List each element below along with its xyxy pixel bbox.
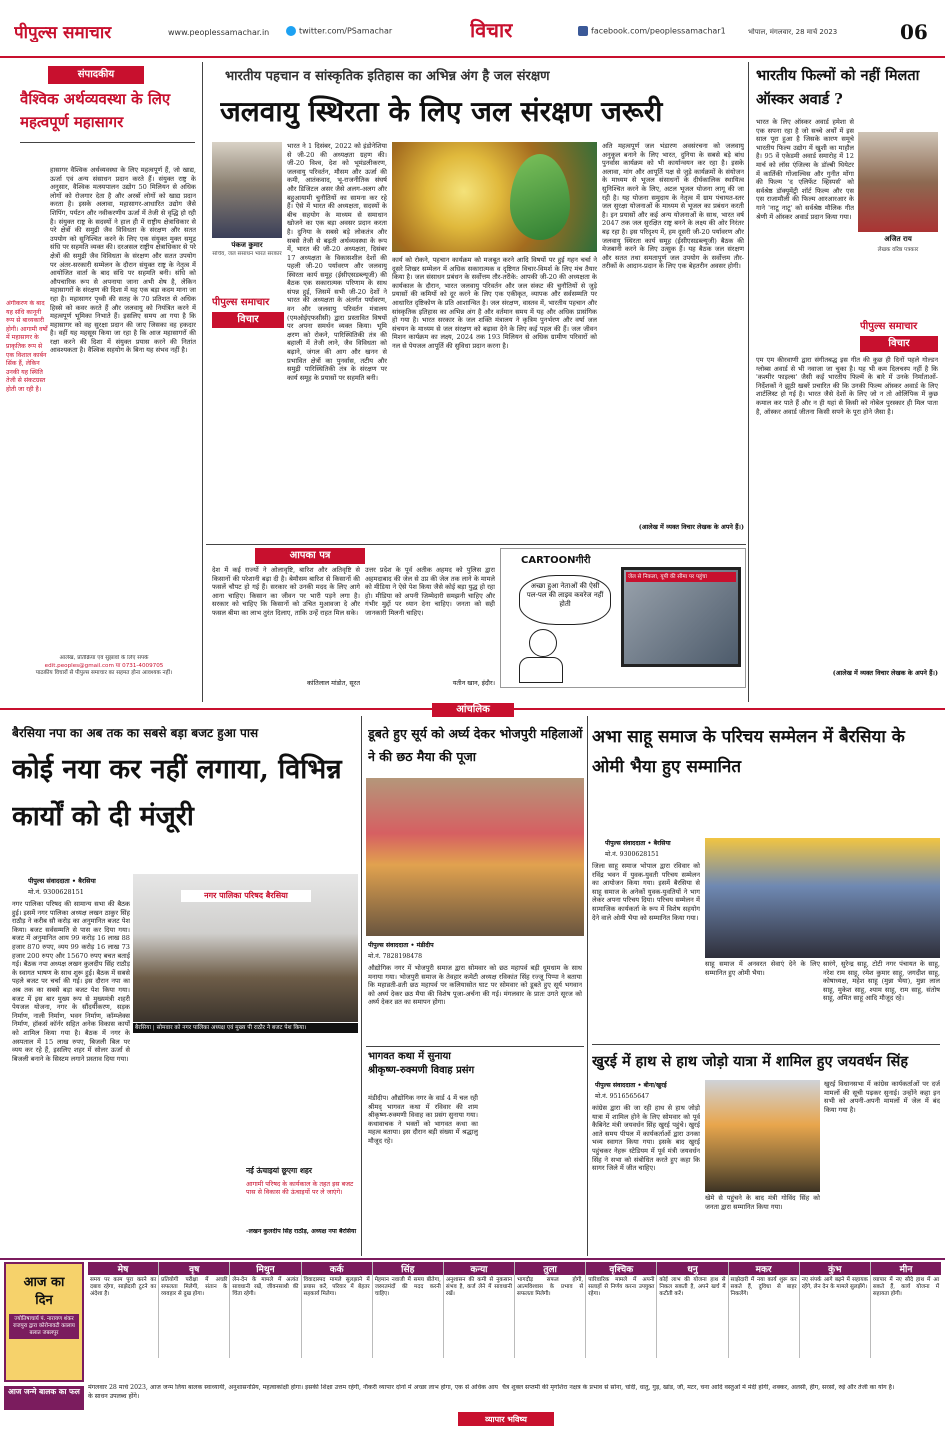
letter-2: उत्तर प्रदेश के पूर्व अतीक अहमद को पुलिस द्वारा अहमदाबाद की जेल से उप्र की जेल तक लाने के मामले को मीडिया ने ऐसे पेश किया जैसे कोई बड़ा युद्ध हो रहा हो। मीडिया को अपनी जिम्मेदारी समझनी चाहिए और गंभीर मुद्दों पर ध्यान देना चाहिए। जनता को सही जानकारी मिलनी चाहिए।: [365, 566, 495, 617]
story5-body2: खुरई विधानसभा में कांग्रेस कार्यकर्ताओं पर दर्ज मामलों की सूची पढ़कर सुनाई। उन्होंने कहा इन सभी को अपनी-अपनी मामलों में जेल में बंद किया गया है।: [824, 1080, 940, 1114]
zodiac-vrish: वृष प्रतियोगी परीक्षा में अच्छी सफलता मिलेगी, संतान के व्यवहार से दुख होगा।: [159, 1262, 230, 1358]
zodiac-vrishchik: वृश्चिक पारिवारिक मामले में अपनी सलाहों से निर्णय करना उपयुक्त रहेगा।: [586, 1262, 657, 1358]
story1-photo-sign: नगर पालिका परिषद बैरसिया: [181, 890, 311, 902]
facebook-link[interactable]: facebook.com/peoplessamachar1: [578, 26, 748, 40]
birthday-label: आज जन्मे बालक का फल: [4, 1386, 84, 1410]
zodiac-meen: मीन व्यापार में नए सौदे हाथ में आ सकते हैं, कार्य योजना में सहायता होगी।: [871, 1262, 941, 1358]
letter-2-sign: यतीन खान, इंदौर।: [452, 679, 495, 687]
speech-bubble: अच्छा हुआ नेताओं की ऐसी पल-पल की लाइव कवरेज नहीं होती: [519, 575, 611, 625]
letter-1: देश में कई राज्यों ने ओलावृष्टि, बारिश और अतिवृष्टि से किसानों की परेशानी बढ़ा दी है। बेमौसम बारिश से किसानों की फसलें चौपट हो गई हैं। सरकार को उनकी मदद के लिए आगे आना चाहिए। किसान का जीवन पर भारी पड़ने लगा है। सरकार को चाहिए कि किसानों को उचित मुआवजा दे और फसल बीमा का लाभ तुरंत दिलाए, ताकि उन्हें राहत मिल सके।: [212, 566, 360, 617]
letters-title: आपका पत्र: [255, 548, 365, 564]
film-brand-tag: विचार: [860, 336, 938, 352]
tv-caption: जेल से निकला, यूपी की सीमा पर पहुंचा: [626, 572, 736, 582]
twitter-icon: [286, 26, 296, 36]
zodiac-mithun: मिथुन लेन-देन के मामले में अत्यंत सावधानी रखें, जीवनसाथी की चिंता रहेगी।: [230, 1262, 301, 1358]
film-author-name: अजित राय: [884, 234, 912, 243]
letter-1-sign: कांतिलाल मांडोत, सूरत: [306, 679, 360, 687]
story4-title: अभा साहू समाज के परिचय सम्मेलन में बैरसिया के ओमी भैया हुए सम्मानित: [592, 727, 905, 777]
masthead-logo: पीपुल्स समाचार: [14, 23, 112, 42]
story1-kicker: बैरसिया नपा का अब तक का सबसे बड़ा बजट हुआ पास: [12, 726, 259, 740]
film-title: भारतीय फिल्मों को नहीं मिलता ऑस्कर अवार्ड ?: [756, 67, 920, 108]
lead-col2: पहली जी-20 पर्यावरण और जलवायु स्थिरता कार्य समूह (ईसीएसडब्ल्यूजी) की बैठक एक सकारात्मक परिणाम के साथ संपन्न हुई, जिसमें सभी जी-20 देशों ने भारत की अध्यक्षता के अंतर्गत पर्यावरण, वन और जलवायु परिवर्तन मंत्रालय (एमओईएफसीसी) द्वारा प्रस्तावित विषयों पर अपना समर्थन व्यक्त किया। भूमि क्षरण को रोकने, पारिस्थितिकी तंत्र की बहाली में तेजी लाने, जैव विविधता को बढ़ाने, जंगल की आग और खनन से प्रभावित क्षेत्रों का पुनर्वास, तटीय और समुद्री पारिस्थितिकी तंत्र के संरक्षण पर कार्य समूह के प्रयासों पर सहमति बनी।: [287, 262, 387, 382]
lead-author-role: सचिव, जल संसाधन भारत सरकार: [212, 251, 282, 257]
zodiac-kark: कर्क विवादास्पद मामले सुलझाने में प्रयास करें, परिवार में बेहतर सहकार्य मिलेगा।: [302, 1262, 373, 1358]
market-label: व्यापार भविष्य: [458, 1412, 554, 1426]
story4-photo: [705, 838, 940, 958]
horoscope-note: ज्योतिषाचार्य पं. नारायण शंकर राजपुरा द्वारा कोरोनावटी कालाय बलात जबलपुर: [9, 1314, 79, 1339]
lead-kicker: भारतीय पहचान व सांस्कृतिक इतिहास का अभिन्न अंग है जल संरक्षण: [225, 69, 550, 84]
zodiac-makar: मकर साझेदारी में नया कार्य शुरू कर सकते हैं, दुविधा से बाहर निकलेंगे।: [729, 1262, 800, 1358]
lead-col4: अति महत्वपूर्ण जल भंडारण अवसंरचना को जलवायु अनुकूल बनाने के लिए भारत, दुनिया के सबसे बड़े बांध पुनर्वास कार्यक्रम को भी कार्यान्वयन कर रहा है। इसके अलावा, मांग और आपूर्ति पक्ष से जुड़े कार्यक्रमों के संयोजन के माध्यम से भूजल संसाधनों के दीर्घकालिक स्थायित्व सुनिश्चित करने के लिए, अटल भूजल योजना लागू की जा रही है। यह योजना समुदाय के नेतृत्व में ग्राम पंचायत-स्तर जल सुरक्षा योजनाओं के माध्यम से भूजल का प्रबंधन करती है। इन प्रयासों और कई अन्य योजनाओं के साथ, भारत वर्ष 2047 तक जल सुरक्षित राष्ट्र बनने के लक्ष्य की ओर निरंतर बढ़ रहा है। इस परिदृश्य में, हम दूसरी जी-20 पर्यावरण और जलवायु स्थिरता कार्य समूह (ईसीएसडब्ल्यूजी) बैठक की मेजबानी करने के लिए उत्सुक हैं। यह बैठक जल संरक्षण और सतत तथा समतापूर्ण जल उपयोग के सर्वोत्तम तौर-तरीकों के आदान-प्रदान के लिए एक बेहतरीन अवसर होगी।: [602, 142, 744, 271]
masthead: [0, 0, 945, 58]
story3-body: मंडीदीप। औद्योगिक नगर के वार्ड 4 में चल रही श्रीमद् भागवत कथा में रविवार की शाम श्रीकृष्ण-रुक्मणी विवाह का प्रसंग सुनाया गया। कथावाचक ने भक्तों को भागवत कथा का महत्व बताया। इस दौरान बड़ी संख्या में श्रद्धालु मौजूद रहे।: [368, 1094, 478, 1145]
leaf-icon: [510, 154, 570, 240]
page-number: 06: [900, 20, 928, 44]
section-title: विचार: [470, 18, 513, 42]
lead-brand-tag: विचार: [212, 312, 284, 328]
story1-mobile: मो.नं. 9300628151: [28, 888, 84, 896]
story4-mobile: मो.नं. 9300628151: [605, 851, 660, 858]
story1-caption: बैरसिया | सोमवार को नगर पालिका अध्यक्ष एवं मुख्य पी राठौर ने बजट पेश किया।: [133, 1023, 358, 1033]
editorial-footer: आलेख, प्रतिक्रिया एवं सुझावों के लिए संपर्क edit.peoples@gmail.com या 0731-4009705 पाठकीय विचारों से पीपुल्स समाचार का सहमत होना आवश्यक नहीं।: [35, 655, 173, 676]
editorial-tag: संपादकीय: [48, 66, 144, 84]
horoscope-title-1: आज का: [23, 1275, 65, 1290]
zodiac-tula: तुला भागदौड़ सफल होगी, आत्मविश्वास के प्रभाव से सफलता मिलेगी।: [515, 1262, 586, 1358]
zodiac-grid: [88, 1262, 941, 1358]
cartoon-man: [519, 629, 575, 685]
story4-byline: पीपुल्स संवाददाता • बैरसिया: [605, 840, 671, 847]
story5-mobile: मो.नं. 9516565647: [595, 1093, 650, 1100]
lead-col3: कार्य को रोकने, पहचान कार्यक्रम को मजबूत करने आदि विषयों पर हुई गहन चर्चा ने दूसरे शिखर सम्मेलन में अधिक सकारात्मक व दृष्टिगत विचार-विमर्श के लिए मंच तैयार किया है। जल संसाधन प्रबंधन के सर्वोत्तम तौर-तरीके: आपकी जी-20 की अध्यक्षता के कार्यकाल के दौरान, भारत जलवायु परिवर्तन और जल संकट की चुनौतियों से जुड़े प्रयासों की कमियों को दूर करने के लिए एक एकीकृत, व्यापक और सर्वसम्मति पर आधारित दृष्टिकोण के प्रति आशान्वित है। जल संरक्षण, वास्तव में, भारतीय पहचान और सांस्कृतिक इतिहास का अभिन्न अंग है और वर्तमान समय में यह और अधिक प्रासंगिक हो गया है। भारत सरकार के जल शक्ति मंत्रालय ने कृत्रिम पुनर्भरण और वर्षा जल संचयन के माध्यम से जल संरक्षण को बढ़ावा देने के लिए कई पहल की हैं। जल जीवन मिशन कार्यक्रम का लक्ष्य, 2024 तक 193 मिलियन से अधिक ग्रामीण परिवारों को नल से पेयजल आपूर्ति की सुविधा प्रदान करना है।: [392, 256, 597, 350]
story4-names: सारंगे, सुरेन्द्र साहू, टोटी नगर पंचायत के साहू, नरेश राम साहू, रमेश कुमार साहू, जगदीश साहू, कोषाध्यक्ष, महेश साहू (मुन्ना भैया), मुन्ना लाल साहू, मुकेश साहू, श्याम साहू, राम साहू, संतोष साहू, अमित साहू आदि मौजूद रहे।: [823, 960, 940, 1003]
market-text: चैत्र शुक्ल सप्तमी की मृगशिरा नक्षत्र के प्रभाव से सोना, चांदी, धातु, गुड़, खांड, जौ, मटर, चना आदि वस्तुओं में मंदी होगी, शक्कर, अलसी, हींग, सरसों, रुई और तेजी का योग है।: [502, 1384, 895, 1391]
story5-byline: पीपुल्स संवाददाता • बीना/खुरई: [595, 1082, 667, 1089]
film-author-role: लेखक वरिष्ठ पत्रकार: [877, 247, 919, 253]
story2-byline: पीपुल्स संवाददाता • मंडीदीप: [368, 942, 434, 949]
author-photo: [212, 142, 282, 238]
zodiac-dhanu: धनु कोई लाभ की योजना हाथ से निकल सकती है, अपने खर्च में कटौती करें।: [657, 1262, 728, 1358]
story1-photo: [133, 874, 358, 1022]
tv-screen: [621, 567, 741, 667]
story5-body: कांग्रेस द्वारा की जा रही हाथ से हाथ जोड़ो यात्रा में शामिल होने के लिए सोमवार को पूर्व कैबिनेट मंत्री जयवर्धन सिंह खुरई पहुंचे। खुरई आते समय पीपल में कार्यकर्ताओं द्वारा उनका भव्य स्वागत किया गया। इसके बाद खुरई पहुंचकर नेहरू स्टेडियम में पूर्व मंत्री जयवर्धन सिंह ने सभा को संबोधित करते हुए कहा कि सागर जिले में जीत चाहिए।: [592, 1104, 700, 1173]
editorial-side-note: अंगीकरण के बाद यह संधि कानूनी रूप से बाध्यकारी होगी। आगामी वर्षों में महासागर के प्राकृतिक रूप से एक विशाल कार्बन सिंक हैं, लेकिन उनकी यह स्थिति तेजी से संकटग्रस्त होती जा रही है।: [6, 300, 48, 393]
story1-quote: आगामी परिषद के कार्यकाल के तहत इस बजट पास से विकास की ऊंचाइयों पर ले जाएंगे।: [246, 1180, 354, 1197]
lead-brand: पीपुल्स समाचार: [212, 297, 270, 308]
lead-col1: भारत ने 1 दिसंबर, 2022 को इंडोनेशिया से जी-20 की अध्यक्षता ग्रहण की। जी-20 विश्व, देश को भूमंडलीकरण, जलवायु परिवर्तन, मौसम और ऊर्जा की कमी, आतंकवाद, भू-राजनीतिक संघर्ष और डिजिटल असर जैसे अलग-अलग और बहुआयामी चुनौतियों का सामना कर रहे हैं। ऐसे में भारत की अध्यक्षता, सदस्यों के बीच सहयोग के माध्यम से समाधान खोजने का एक बड़ा अवसर प्रदान करता है। दुनिया के सबसे बड़े लोकतंत्र और सबसे तेजी से बढ़ती अर्थव्यवस्था के रूप में, भारत की जी-20 अध्यक्षता, दिसंबर 17 अध्यक्षता के विकासशील देशों की: [287, 142, 387, 262]
story2-body: औद्योगिक नगर में भोजपुरी समाज द्वारा सोमवार को छठ महापर्व बड़ी धूमधाम के साथ मनाया गया। भोजपुरी समाज के तेवहार कमेटी अध्यक्ष रविकांत सिंह रज्जू पिप्पा ने बताया कि महाव्रती-व्रती छठ महापर्व पर कलियासोत घाट पर सोमवार को डूबते हुए सूर्य भगवान को अर्घ्य देकर छठ मैया की विशेष पूजा-अर्चना की गई। मंगलवार के प्रातः उगते सूरज को अर्घ्य देकर व्रत का समापन होगा।: [368, 964, 582, 1007]
film-body1: भारत के लिए ऑस्कर अवार्ड हमेशा से एक सपना रहा है जो सच्चे अर्थों में इस साल पूरा हुआ है जिसके कारण समूचे भारतीय फिल्म उद्योग में खुशी का माहौल है। 95 वें एकेडमी अवार्ड समारोह में 12 मार्च को लॉस एंजिल्स के डॉल्बी थियेटर में कार्तिकी गोंजाल्विस और गुनीत मोंगा की फिल्म 'द एलिफेंट व्हिस्पर्स' को सर्वश्रेष्ठ डॉक्यूमेंट्री शॉर्ट फिल्म और एस एस राजामौली की फिल्म आरआरआर के गाने 'नाटू नाटू' को सर्वश्रेष्ठ मौलिक गीत श्रेणी में ऑस्कर अवार्ड प्रदान किया गया।: [756, 118, 854, 221]
story5-title: खुरई में हाथ से हाथ जोड़ो यात्रा में शामिल हुए जयवर्धन सिंह: [592, 1053, 909, 1070]
zodiac-kanya: कन्या अनुशासन की कमी से नुकसान संभव है, कर्ज लेने में सावधानी रखें।: [444, 1262, 515, 1358]
editorial-body: हासागर वैश्विक अर्थव्यवस्था के लिए महत्वपूर्ण हैं, जो खाद्य, ऊर्जा एवं अन्य संसाधन प्रदान करते हैं। संयुक्त राष्ट्र के अनुसार, वैश्विक मत्स्यपालन उद्योग 50 मिलियन से अधिक लोगों को रोजगार देता है और अरबों लोगों को खाद्य प्रदान करता है। इसके अलावा, महासागर-आधारित उद्योग जैसे शिपिंग, पर्यटन और नवीकरणीय ऊर्जा में तेजी से वृद्धि हो रही है। संयुक्त राष्ट्र के सदस्यों ने हाल ही में राष्ट्रीय क्षेत्राधिकार से परे क्षेत्रों की समुद्री जैव विविधता के संरक्षण और सतत उपयोग को सुनिश्चित करने के लिए एक संयुक्त मुक्त समुद्र संधि पर सहमति व्यक्त की। दरअसल राष्ट्रीय क्षेत्राधिकार से परे क्षेत्रों की समुद्री जैव विविधता के संरक्षण और सतत उपयोग पर अंतर-सरकारी सम्मेलन के दौरान संयुक्त राष्ट्र के नेतृत्व में आयोजित वार्ता के बाद संधि पर सहमति बनी। संधि को औपचारिक रूप से अपनाया जाना अभी शेष है, लेकिन महासागरों के संरक्षण की दिशा में यह एक बड़ा कदम माना जा रहा है। महासागर पृथ्वी की सतह के 70 प्रतिशत से अधिक हिस्से को कवर करते हैं और जलवायु को नियंत्रित करने में महत्वपूर्ण भूमिका निभाते हैं। इसलिए समय आ गया है कि महासागर को वह सुरक्षा प्रदान की जाए जिसका वह हकदार है। वहीं यह महसूस किया जा रहा है कि आज महासागरों की रक्षा करने की दिशा में संयुक्त प्रयास करने की नितांत आवश्यकता है। वैश्विक सहयोग के बिना यह संभव नहीं है।: [50, 166, 196, 355]
story5-caption: खेमे से पहुंचने के बाद मंत्री गोविंद सिंह को जनता द्वारा सम्मानित किया गया।: [705, 1194, 820, 1211]
story2-mobile: मो.नं. 7828198478: [368, 953, 423, 960]
website-link[interactable]: www.peoplessamachar.in: [168, 28, 270, 37]
lead-image: [392, 142, 597, 252]
film-author-photo: [858, 132, 938, 232]
story1-body: नगर पालिका परिषद की सामान्य सभा की बैठक हुई। इसमें नगर पालिका अध्यक्ष लखन ठाकुर सिंह राठौड़ ने करीब सौ करोड़ का अनुमानित बजट पेश किया। बजट सर्वसम्मति से पास कर दिया गया। बजट में अनुमानित आय 99 करोड़ 16 लाख 88 हजार 870 रुपए, व्यय 99 करोड़ 16 लाख 73 हजार 200 रुपए और 15670 रुपए बचत बताई गई। बैठक नपा अध्यक्ष लखन कुलदीप सिंह राठौड़ के स्वागत भाषण के साथ शुरू हुई। बैठक में सबसे पहले बजट पर चर्चा की गई। इस दौरान नपा का अब तक का सबसे बड़ा बजट पेश किया गया। बजट में इस बार मुख्य रूप से मुख्यमंत्री शहरी पेयजल योजना, नगर के सौंदर्यीकरण, सड़क निर्माण, नाली निर्माण, भवन निर्माण, कॉम्प्लेक्स निर्माण, हॉकर्स कॉर्नर सहित अनेक विकास कार्यों को शामिल किया गया है। बैठक में नगर के अस्पताल में 15 लाख रुपए, बिजली बिल पर व्यय कर रहे हैं, इसलिए शहर में सोलर ऊर्जा से बिजली बनाने के सिस्टम लगाने प्रस्ताव दिया गया।: [12, 900, 130, 1063]
film-footnote: (आलेख में व्यक्त विचार लेखक के अपने हैं।): [832, 669, 938, 677]
story3-title: भागवत कथा में सुनाया श्रीकृष्ण-रुक्मणी विवाह प्रसंग: [368, 1051, 475, 1076]
editorial-title: वैश्विक अर्थव्यवस्था के लिए महत्वपूर्ण महासागर: [20, 90, 171, 131]
story4-caption: साहू समाज में अनवरत सेवाएं देने के लिए सम्मानित हुए ओमी भैया।: [705, 960, 820, 977]
twitter-link[interactable]: twitter.com/PSamachar: [286, 26, 416, 40]
zodiac-singh: सिंह मेहमान नवाजी में समय बीतेगा, जरुरतमंदों की मदद करनी चाहिए।: [373, 1262, 444, 1358]
zodiac-mesh: मेष समय पर काम पूरा करने का दबाव रहेगा, साझेदारी टूटने का अंदेशा है।: [88, 1262, 159, 1358]
story1-subhead: नई ऊंचाइयां छूएगा शहर: [246, 1166, 312, 1175]
story5-photo: [705, 1080, 820, 1192]
lead-footnote: (आलेख में व्यक्त विचार लेखक के अपने हैं।): [638, 523, 744, 531]
story4-body: जिला साहू समाज भोपाल द्वारा रविवार को रविंद्र भवन में युवक-युवती परिचय सम्मेलन का आयोजन किया गया। इसमें बैरसिया से साहू समाज के अनेकों युवक-युवतियों ने भाग लेकर अपना परिचय दिया। परिचय सम्मेलन में सामाजिक कार्यकर्ता के रूप में विशेष सहयोग देने वाले ओमी भैया को सम्मानित किया गया।: [592, 862, 700, 922]
story1-title: कोई नया कर नहीं लगाया, विभिन्न कार्यों को दी मंजूरी: [12, 754, 342, 832]
story2-title: डूबते हुए सूर्य को अर्घ्य देकर भोजपुरी महिलाओं ने की छठ मैया की पूजा: [368, 726, 583, 764]
birthday-text: मंगलवार 28 मार्च 2023, आज जन्म लिया बालक स्वाध्यायी, अनुशासनप्रिय, महत्वाकांक्षी होगा। इसकी शिक्षा उत्तम रहेगी, नौकरी व्यापार दोनों में अच्छा लाभ होगा, एक से अधिक आय के साधन उपलब्ध होंगे।: [88, 1384, 498, 1400]
film-brand: पीपुल्स समाचार: [860, 321, 918, 332]
lead-title: जलवायु स्थिरता के लिए जल संरक्षण जरूरी: [220, 95, 663, 128]
horoscope-box: [4, 1262, 84, 1382]
facebook-icon: [578, 26, 588, 36]
zodiac-kumbh: कुंभ नए संपर्क आगे बढ़ने में सहायक रहेंगे, लेन देन के मामले सुलझेंगे।: [800, 1262, 871, 1358]
issue-date: भोपाल, मंगलवार, 28 मार्च 2023: [748, 28, 838, 36]
cartoon-title: CARTOONगीरी: [521, 555, 591, 566]
story1-quote-sign: -लखन कुलदीप सिंह राठौड़, अध्यक्ष नपा बैरसिया: [246, 1228, 357, 1235]
film-body2: एम एम कीरवाणी द्वारा संगीतबद्ध इस गीत की कुछ ही दिनों पहले गोल्डन ग्लोब्स अवार्ड से भी नवाजा जा चुका है। यह भी कम दिलचस्प नहीं है कि 'कश्मीर फाइल्स' जैसी कई भारतीय फिल्में के बारे में उनके निर्माताओं-निर्देशकों ने झूठी खबरें प्रचारित की कि उनकी फिल्म ऑस्कर अवार्ड के लिए शार्टलिस्ट हो गई है। भारत जैसे देशों के लिए जो न तो ओलिंपिक में कुछ कमाल कर पाते हैं और न ही यहां से किसी को नोबेल पुरस्कार ही मिल पाता है, ऑस्कर अवार्ड जीतना किसी सपने के पूरा होने जैसा है।: [756, 356, 938, 416]
story2-photo: [366, 778, 584, 936]
story1-byline: पीपुल्स संवाददाता • बैरसिया: [28, 877, 96, 885]
cartoon-panel: [500, 548, 746, 688]
regional-band: आंचलिक: [432, 703, 514, 717]
story1-body-cont: [133, 1036, 358, 1168]
lead-author-name: पंकज कुमार: [231, 240, 263, 249]
horoscope-title-2: दिन: [35, 1293, 53, 1308]
